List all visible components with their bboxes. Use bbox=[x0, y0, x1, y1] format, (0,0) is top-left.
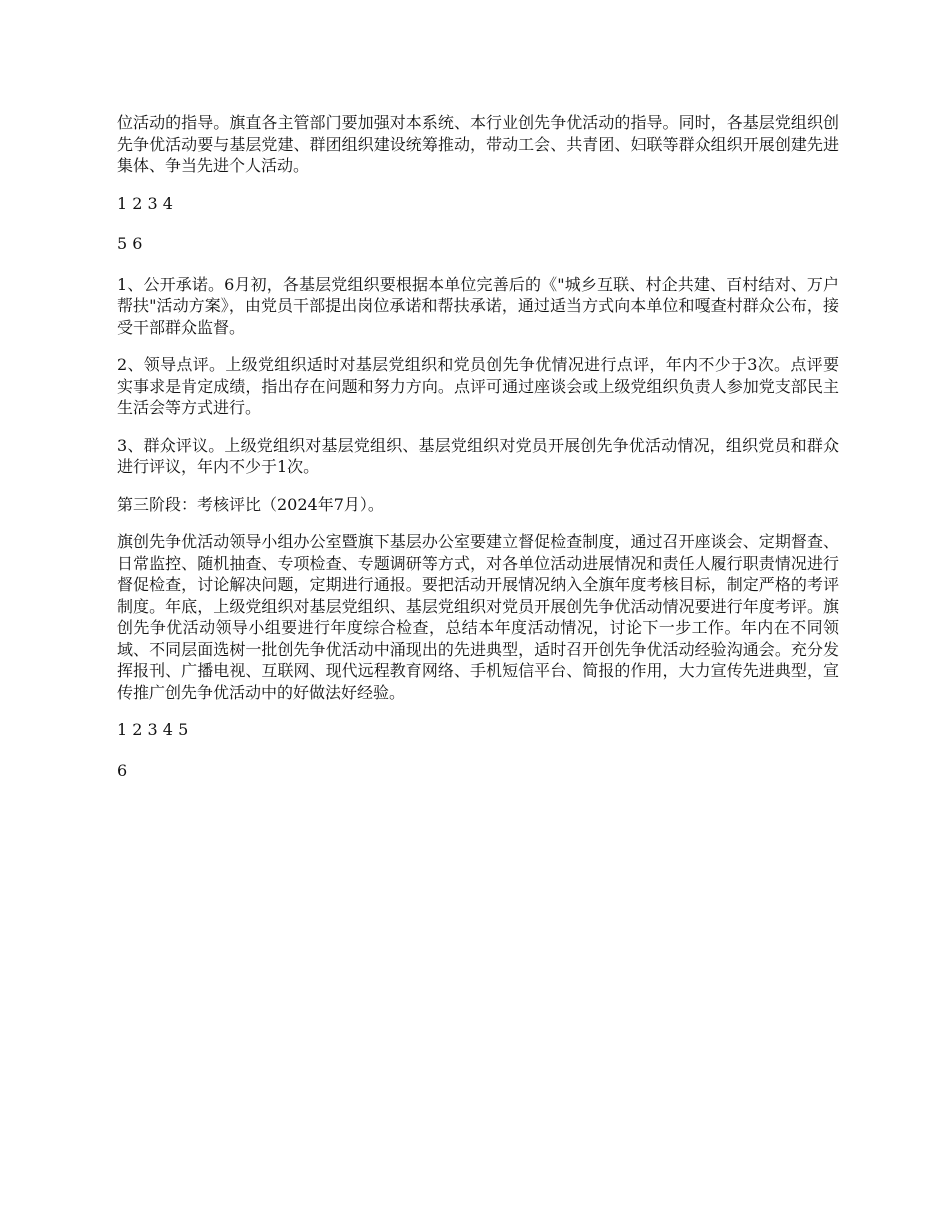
paragraph-leader-review: 2、领导点评。上级党组织适时对基层党组织和党员创先争优情况进行点评，年内不少于3次。点评要实事求是肯定成绩，指出存在问题和努力方向。点评可通过座谈会或上级党组织负责人参加党支部民主生活会等方式进行。 bbox=[117, 355, 839, 417]
page-numbers-1: 1 2 3 4 bbox=[117, 193, 173, 213]
page-numbers-4: 6 bbox=[117, 760, 128, 780]
paragraph-public-evaluation: 3、群众评议。上级党组织对基层党组织、基层党组织对党员开展创先争优活动情况，组织党员和群众进行评议，年内不少于1次。 bbox=[117, 435, 839, 476]
section-heading-stage-three: 第三阶段：考核评比（2024年7月）。 bbox=[117, 494, 384, 514]
page-numbers-2: 5 6 bbox=[117, 234, 143, 253]
page-numbers-3: 1 2 3 4 5 bbox=[117, 720, 189, 739]
paragraph-assessment: 旗创先争优活动领导小组办公室暨旗下基层办公室要建立督促检查制度，通过召开座谈会、定期督查、日常监控、随机抽查、专项检查、专题调研等方式，对各单位活动进展情况和责任人履行职责情况进行督促检查，讨论解决问题，定期进行通报。要把活动开展情况纳入全旗年度考核目标，制定严格的考评制度。年底，上级党组织对基层党组织、基层党组织对党员开展创先争优活动情况要进行年度考评。旗创先争优活动领导小组要进行年度综合检查，总结本年度活动情况，讨论下一步工作。年内在不同领域、不同层面选树一批创先争优活动中涌现出的先进典型，适时召开创先争优活动经验沟通会。充分发挥报刊、广播电视、互联网、现代远程教育网络、手机短信平台、简报的作用，大力宣传先进典型，宣传推广创先争优活动中的好做法好经验。 bbox=[117, 532, 839, 702]
document-page bbox=[117, 112, 839, 800]
paragraph-public-commitment: 1、公开承诺。6月初，各基层党组织要根据本单位完善后的《"城乡互联、村企共建、百村结对、万户帮扶"活动方案》，由党员干部提出岗位承诺和帮扶承诺，通过适当方式向本单位和嘎查村群众公布，接受干部群众监督。 bbox=[117, 274, 839, 337]
paragraph-guidance: 位活动的指导。旗直各主管部门要加强对本系统、本行业创先争优活动的指导。同时，各基层党组织创先争优活动要与基层党建、群团组织建设统筹推动，带动工会、共青团、妇联等群众组织开展创建先进集体、争当先进个人活动。 bbox=[117, 113, 839, 175]
